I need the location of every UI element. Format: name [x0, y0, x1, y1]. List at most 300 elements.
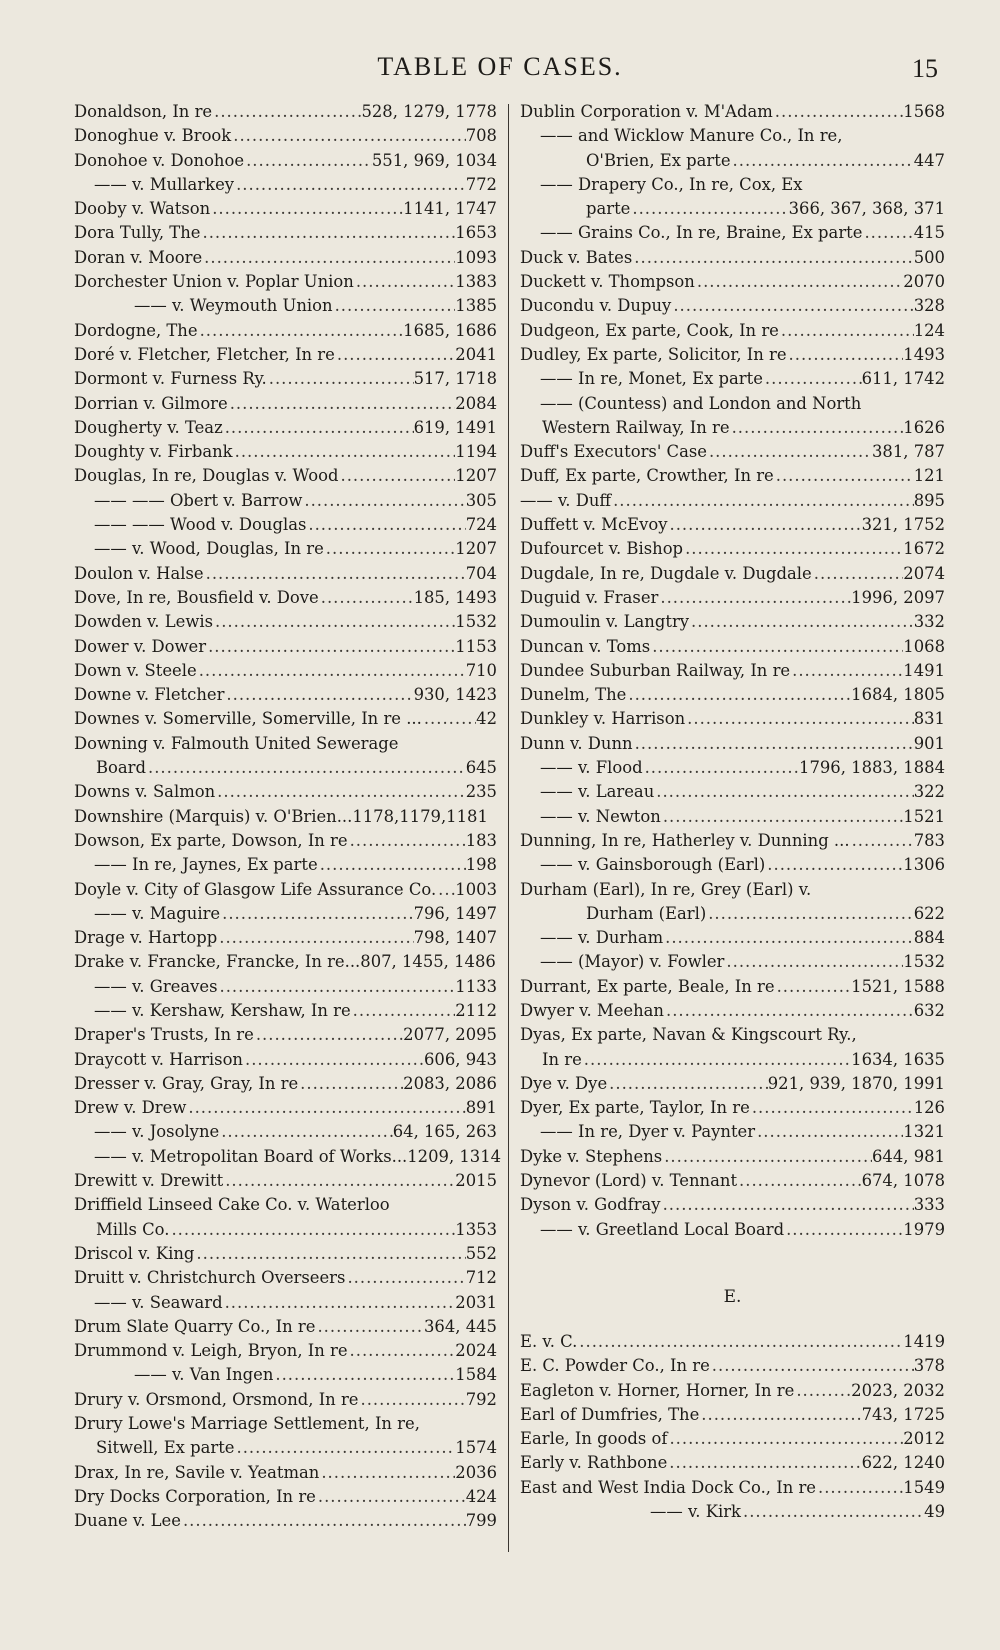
dot-leader — [186, 1096, 465, 1120]
index-entry — [520, 853, 945, 877]
page-references: 378 — [913, 1356, 945, 1376]
dot-leader — [210, 197, 403, 221]
page-references: 645 — [465, 758, 497, 778]
dot-leader — [233, 440, 456, 464]
dot-leader — [298, 1072, 403, 1096]
page-references: 1141, 1747 — [403, 199, 497, 219]
case-name: Earl of Dumfries, The — [520, 1404, 700, 1424]
case-name: Drax, In re, Savile v. Yeatman — [74, 1462, 320, 1482]
index-entry — [74, 707, 497, 731]
dot-leader — [316, 1485, 466, 1509]
page-references: 1584 — [455, 1365, 497, 1385]
index-entry — [520, 1023, 945, 1047]
page-references: 328 — [913, 296, 945, 316]
index-entry — [520, 950, 945, 974]
index-entry — [74, 1096, 497, 1120]
index-entry — [520, 1379, 945, 1403]
index-entry — [74, 246, 497, 270]
page-references: 1068 — [903, 636, 945, 656]
page-references: 930, 1423 — [413, 685, 497, 705]
index-entry — [520, 610, 945, 634]
dot-leader — [220, 902, 413, 926]
index-entry — [520, 975, 945, 999]
index-entry — [74, 853, 497, 877]
case-name: Dower v. Dower — [74, 636, 207, 656]
index-entry — [74, 1315, 497, 1339]
case-name: Downshire (Marquis) v. O'Brien...1178,1179,1181 — [74, 806, 488, 826]
index-entry — [74, 610, 497, 634]
page-references: 1672 — [903, 539, 945, 559]
case-name: Dorrian v. Gilmore — [74, 393, 228, 413]
dot-leader — [223, 1291, 456, 1315]
case-name: Eagleton v. Horner, Horner, In re — [520, 1380, 795, 1400]
page-references: 49 — [924, 1502, 945, 1522]
case-name: Doulon v. Halse — [74, 563, 204, 583]
dot-leader — [254, 1023, 403, 1047]
dot-leader — [707, 440, 872, 464]
case-name: Drury Lowe's Marriage Settlement, In re, — [74, 1414, 420, 1434]
page-references: 783 — [913, 830, 945, 850]
index-entry — [520, 829, 945, 853]
case-name: —— v. Mullarkey — [94, 174, 235, 194]
dot-leader — [223, 416, 414, 440]
page-references: 305 — [465, 490, 497, 510]
dot-leader — [862, 221, 913, 245]
dot-leader — [661, 1193, 914, 1217]
page-references: 2031 — [455, 1292, 497, 1312]
index-entry — [74, 173, 497, 197]
page-references: 1306 — [903, 855, 945, 875]
index-entry — [520, 1048, 945, 1072]
index-entry — [520, 513, 945, 537]
dot-leader — [319, 586, 414, 610]
case-name: —— v. Greaves — [94, 976, 218, 996]
page-references: 1684, 1805 — [851, 685, 945, 705]
case-name: Dordogne, The — [74, 320, 198, 340]
column-divider — [508, 104, 509, 1552]
dot-leader — [324, 537, 455, 561]
case-name: —— v. Kirk — [650, 1502, 741, 1522]
dot-leader — [741, 1500, 924, 1524]
page-references: 1321 — [903, 1122, 945, 1142]
dot-leader — [773, 100, 903, 124]
index-entry — [74, 878, 497, 902]
dot-leader — [671, 294, 913, 318]
dot-leader — [611, 489, 914, 513]
page-references: 1532 — [903, 952, 945, 972]
page-references: 2036 — [455, 1462, 497, 1482]
page-references: 322 — [913, 782, 945, 802]
page-references: 1521 — [903, 806, 945, 826]
page-references: 415 — [913, 223, 945, 243]
dot-leader — [206, 635, 455, 659]
page-title: TABLE OF CASES. — [377, 52, 623, 81]
page-references: 772 — [465, 174, 497, 194]
index-entry — [74, 1291, 497, 1315]
dot-leader — [750, 1096, 914, 1120]
dot-leader — [228, 392, 456, 416]
dot-leader — [218, 975, 456, 999]
case-name: E. v. C. — [520, 1331, 578, 1351]
index-entry — [520, 489, 945, 513]
index-entry — [74, 197, 497, 221]
case-name: —— v. Flood — [540, 758, 643, 778]
case-name: —— Grains Co., In re, Braine, Ex parte — [540, 223, 863, 243]
case-name: Dowden v. Lewis — [74, 612, 213, 632]
index-entry — [74, 926, 497, 950]
case-name: —— v. Greetland Local Board — [540, 1219, 785, 1239]
page-references: 1383 — [455, 272, 497, 292]
dot-leader — [850, 829, 914, 853]
index-entry — [74, 1436, 497, 1460]
index-entry — [74, 975, 497, 999]
dot-leader — [658, 586, 851, 610]
index-entry — [520, 1169, 945, 1193]
index-entry — [74, 562, 497, 586]
case-name: Downe v. Fletcher — [74, 685, 225, 705]
index-entry — [74, 950, 497, 974]
case-name: —— In re, Dyer v. Paynter — [540, 1122, 756, 1142]
case-name: —— v. Durham — [540, 928, 664, 948]
page-references: 124 — [913, 320, 945, 340]
case-name: —— (Countess) and London and North — [540, 393, 862, 413]
dot-leader — [169, 1218, 455, 1242]
page-references: 1093 — [455, 247, 497, 267]
dot-leader — [436, 878, 455, 902]
dot-leader — [779, 319, 914, 343]
index-entry — [74, 683, 497, 707]
dot-leader — [654, 780, 913, 804]
page-references: 126 — [913, 1098, 945, 1118]
index-entry — [520, 464, 945, 488]
case-name: Driscol v. King — [74, 1243, 195, 1263]
page-references: 611, 1742 — [861, 369, 945, 389]
case-name: Earle, In goods of — [520, 1429, 668, 1449]
page-references: 1796, 1883, 1884 — [799, 758, 945, 778]
index-entry — [74, 416, 497, 440]
page-references: 704 — [465, 563, 497, 583]
page-references: 552 — [465, 1243, 497, 1263]
index-entry — [520, 683, 945, 707]
index-entry — [520, 149, 945, 173]
case-name: Board — [96, 758, 147, 778]
dot-leader — [201, 221, 456, 245]
index-entry — [520, 392, 945, 416]
dot-leader — [318, 853, 466, 877]
page-references: 1653 — [455, 223, 497, 243]
index-entry — [520, 805, 945, 829]
case-name: Dresser v. Gray, Gray, In re — [74, 1073, 299, 1093]
index-entry — [520, 1427, 945, 1451]
dot-leader — [755, 1120, 903, 1144]
case-name: Dunelm, The — [520, 685, 627, 705]
case-name: Druitt v. Christchurch Overseers — [74, 1268, 346, 1288]
case-name: E. C. Powder Co., In re — [520, 1356, 710, 1376]
case-name: Drew v. Drew — [74, 1098, 187, 1118]
case-name: Durham (Earl), In re, Grey (Earl) v. — [520, 879, 812, 899]
case-name: Dufourcet v. Bishop — [520, 539, 684, 559]
dot-leader — [217, 926, 413, 950]
case-name: Early v. Rathbone — [520, 1453, 668, 1473]
page-references: 366, 367, 368, 371 — [788, 199, 945, 219]
page-references: 895 — [913, 490, 945, 510]
case-name: East and West India Dock Co., In re — [520, 1477, 816, 1497]
case-name: Durham (Earl) — [586, 903, 707, 923]
index-entry — [74, 1388, 497, 1412]
page-references: 500 — [913, 247, 945, 267]
dot-leader — [685, 707, 914, 731]
dot-leader — [775, 975, 852, 999]
case-name: —— —— Wood v. Douglas — [94, 515, 307, 535]
index-entry — [520, 635, 945, 659]
case-name: Driffield Linseed Cake Co. v. Waterloo — [74, 1195, 390, 1215]
dot-leader — [219, 1120, 393, 1144]
index-entry — [520, 1500, 945, 1524]
index-entry — [74, 1193, 497, 1217]
page-references: 364, 445 — [424, 1316, 497, 1336]
case-name: —— (Mayor) v. Fowler — [540, 952, 725, 972]
case-name: Dumoulin v. Langtry — [520, 612, 690, 632]
page-references: 796, 1497 — [413, 903, 497, 923]
case-name: Duncan v. Toms — [520, 636, 651, 656]
case-name: —— v. Weymouth Union — [134, 296, 333, 316]
index-entry — [74, 513, 497, 537]
index-entry — [74, 1169, 497, 1193]
index-entry — [520, 1120, 945, 1144]
page-references: 1521, 1588 — [851, 976, 945, 996]
index-entry — [74, 124, 497, 148]
page-references: 183 — [465, 830, 497, 850]
case-name: Sitwell, Ex parte — [96, 1438, 235, 1458]
page-references: 632 — [913, 1000, 945, 1020]
case-name: Dwyer v. Meehan — [520, 1000, 664, 1020]
case-name: Dormont v. Furness Ry. — [74, 369, 267, 389]
index-entry — [520, 367, 945, 391]
page-references: 619, 1491 — [413, 417, 497, 437]
case-name: Doughty v. Firbank — [74, 442, 233, 462]
page-references: 333 — [913, 1195, 945, 1215]
dot-leader — [812, 562, 904, 586]
index-entry — [520, 319, 945, 343]
index-entry — [74, 100, 497, 124]
page-references: 2070 — [903, 272, 945, 292]
dot-leader — [689, 610, 914, 634]
index-entry — [520, 878, 945, 902]
case-name: Duffett v. McEvoy — [520, 515, 668, 535]
page-references: 551, 969, 1034 — [371, 150, 497, 170]
case-name: —— v. Metropolitan Board of Works...1209, 1314 — [94, 1146, 502, 1166]
index-entry — [74, 343, 497, 367]
dot-leader — [273, 1363, 455, 1387]
case-name: Dorchester Union v. Poplar Union — [74, 272, 354, 292]
case-name: Dyer, Ex parte, Taylor, In re — [520, 1098, 750, 1118]
page-references: 1419 — [903, 1331, 945, 1351]
index-entry — [74, 1023, 497, 1047]
dot-leader — [146, 756, 466, 780]
index-entry — [74, 635, 497, 659]
case-name: —— v. Gainsborough (Earl) — [540, 855, 766, 875]
page-references: 528, 1279, 1778 — [361, 102, 497, 121]
dot-leader — [213, 610, 455, 634]
case-name: —— v. Seaward — [94, 1292, 223, 1312]
dot-leader — [335, 343, 455, 367]
case-name: Drummond v. Leigh, Bryon, In re — [74, 1341, 348, 1361]
case-name: Duguid v. Fraser — [520, 587, 659, 607]
dot-leader — [737, 1169, 862, 1193]
page-references: 1194 — [455, 442, 497, 462]
page-references: 447 — [913, 150, 945, 170]
dot-leader — [794, 1379, 851, 1403]
dot-leader — [774, 464, 914, 488]
dot-leader — [223, 1169, 455, 1193]
case-name: Dugdale, In re, Dugdale v. Dugdale — [520, 563, 812, 583]
index-entry — [74, 270, 497, 294]
dot-leader — [577, 1330, 903, 1354]
page-references: 1979 — [903, 1219, 945, 1239]
dot-leader — [224, 683, 413, 707]
right-column — [520, 100, 945, 1524]
dot-leader — [348, 829, 466, 853]
dot-leader — [315, 1315, 424, 1339]
page-references: 644, 981 — [872, 1146, 945, 1166]
case-name: Dooby v. Watson — [74, 199, 211, 219]
page-references: 2112 — [455, 1000, 497, 1020]
page-references: 724 — [465, 515, 497, 535]
page-references: 2012 — [903, 1429, 945, 1449]
case-name: —— v. Duff — [520, 490, 612, 510]
dot-leader — [607, 1072, 768, 1096]
case-name: Downs v. Salmon — [74, 782, 216, 802]
page-references: 884 — [913, 928, 945, 948]
dot-leader — [243, 1048, 424, 1072]
dot-leader — [724, 950, 903, 974]
page-references: 799 — [465, 1511, 497, 1531]
index-entry — [520, 1476, 945, 1500]
index-entry — [520, 124, 945, 148]
page-references: 2015 — [455, 1171, 497, 1191]
dot-leader — [765, 853, 903, 877]
case-name: Duck v. Bates — [520, 247, 633, 267]
dot-leader — [197, 659, 466, 683]
dot-leader — [790, 659, 903, 683]
case-name: Duff's Executors' Case — [520, 442, 707, 462]
dot-leader — [706, 902, 913, 926]
dot-leader — [198, 319, 404, 343]
case-name: Dowson, Ex parte, Dowson, In re — [74, 830, 348, 850]
section-e-entries — [520, 1330, 945, 1524]
page-references: 1532 — [455, 612, 497, 632]
case-name: Dublin Corporation v. M'Adam — [520, 102, 773, 121]
case-name: Draycott v. Harrison — [74, 1049, 243, 1069]
page-references: 332 — [913, 612, 945, 632]
dot-leader — [358, 1388, 465, 1412]
case-name: Donaldson, In re — [74, 102, 213, 121]
case-name: Dudley, Ex parte, Solicitor, In re — [520, 344, 787, 364]
case-name: Doyle v. City of Glasgow Life Assurance Co. — [74, 879, 437, 899]
dot-leader — [348, 1339, 456, 1363]
case-name: —— In re, Jaynes, Ex parte — [94, 855, 318, 875]
index-entry — [520, 343, 945, 367]
dot-leader — [730, 416, 904, 440]
index-entry — [520, 294, 945, 318]
case-name: Dougherty v. Teaz — [74, 417, 223, 437]
case-name: Dunning, In re, Hatherley v. Dunning ... — [520, 830, 850, 850]
dot-leader — [731, 149, 914, 173]
index-entry — [74, 902, 497, 926]
index-entry — [520, 1193, 945, 1217]
index-entry — [520, 1096, 945, 1120]
index-entry — [520, 707, 945, 731]
index-entry — [74, 294, 497, 318]
case-name: Downing v. Falmouth United Sewerage — [74, 733, 399, 753]
index-entry — [520, 999, 945, 1023]
case-name: —— v. Josolyne — [94, 1122, 220, 1142]
dot-leader — [339, 464, 456, 488]
case-name: Dry Docks Corporation, In re — [74, 1486, 316, 1506]
case-name: Duff, Ex parte, Crowther, In re — [520, 466, 774, 486]
case-name: Dye v. Dye — [520, 1073, 608, 1093]
case-name: O'Brien, Ex parte — [586, 150, 731, 170]
index-entry — [74, 999, 497, 1023]
page-references: 2074 — [903, 563, 945, 583]
dot-leader — [626, 683, 851, 707]
page-references: 606, 943 — [424, 1049, 497, 1069]
dot-leader — [215, 780, 466, 804]
dot-leader — [650, 635, 903, 659]
page-references: 2023, 2032 — [851, 1380, 945, 1400]
case-name: Dora Tully, The — [74, 223, 201, 243]
index-entry — [520, 780, 945, 804]
case-name: Draper's Trusts, In re — [74, 1025, 254, 1045]
case-name: Dove, In re, Bousfield v. Dove — [74, 587, 319, 607]
page-references: 622 — [913, 903, 945, 923]
index-entry — [74, 1461, 497, 1485]
index-entry — [74, 1120, 497, 1144]
dot-leader — [633, 732, 914, 756]
case-name: Dundee Suburban Railway, In re — [520, 660, 791, 680]
index-entry — [520, 270, 945, 294]
page-references: 185, 1493 — [413, 587, 497, 607]
page-references: 1634, 1635 — [851, 1049, 945, 1069]
case-name: Duane v. Lee — [74, 1511, 181, 1531]
page-references: 1153 — [455, 636, 497, 656]
index-entry — [74, 829, 497, 853]
page-references: 1568 — [903, 102, 945, 121]
dot-leader — [816, 1476, 903, 1500]
case-name: Drake v. Francke, Francke, In re...807, 1455, 1486 — [74, 952, 496, 972]
index-entry — [74, 586, 497, 610]
dot-leader — [582, 1048, 851, 1072]
case-name: In re — [542, 1049, 582, 1069]
index-entry — [520, 1072, 945, 1096]
page-references: 1353 — [455, 1219, 497, 1239]
index-entry — [520, 246, 945, 270]
index-entry — [74, 1266, 497, 1290]
dot-leader — [664, 999, 914, 1023]
page-references: 64, 165, 263 — [392, 1122, 497, 1142]
page-references: 2084 — [455, 393, 497, 413]
index-entry — [74, 440, 497, 464]
page-references: 712 — [465, 1268, 497, 1288]
page-references: 1493 — [903, 344, 945, 364]
page-references: 674, 1078 — [861, 1171, 945, 1191]
case-name: Downes v. Somerville, Somerville, In re ... — [74, 709, 422, 729]
index-entry — [520, 926, 945, 950]
page-references: 1574 — [455, 1438, 497, 1458]
dot-leader — [667, 513, 861, 537]
dot-leader — [661, 805, 903, 829]
page-references: 1626 — [903, 417, 945, 437]
